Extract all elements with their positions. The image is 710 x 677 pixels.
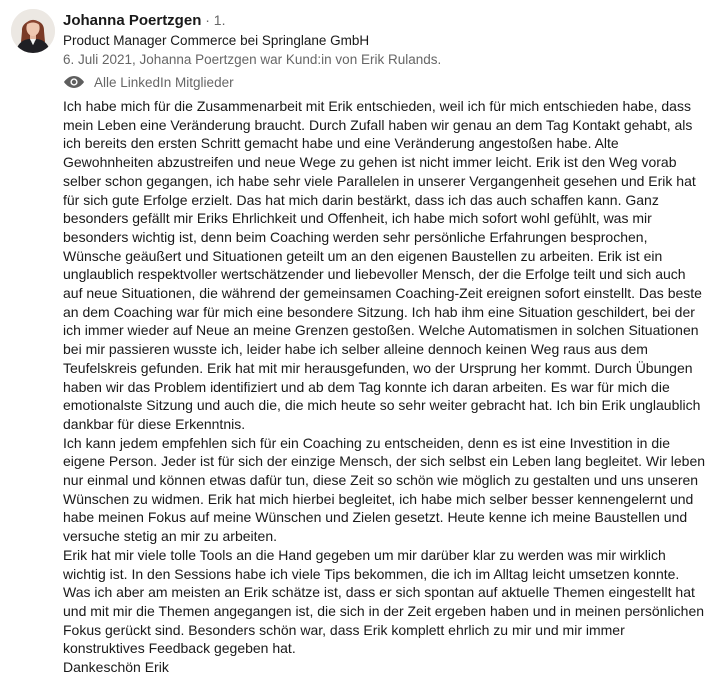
author-headline: Product Manager Commerce bei Springlane GmbH (63, 33, 370, 48)
recommendation-signoff: Dankeschön Erik (63, 659, 169, 676)
visibility-label: Alle LinkedIn Mitglieder (94, 74, 234, 90)
recommendation-header (63, 10, 693, 92)
author-name[interactable]: Johanna Poertzgen (63, 12, 202, 29)
avatar[interactable] (11, 9, 55, 53)
avatar-photo (11, 9, 55, 53)
visibility-row (63, 72, 693, 92)
recommendation-paragraph: Ich habe mich für die Zusammenarbeit mit Erik entschieden, weil ich für mich entschieden habe, dass mein Leben eine Veränderung braucht. Durch Zufall haben wir genau an dem Tag Kontakt gehabt, als ich bereits den ersten Schritt gemacht habe und eine Veränderung angestoßen habe. Alte Gewohnheiten abzustreifen und neue Wege zu gehen ist nicht immer leicht. Erik ist den Weg vorab selber schon gegangen, ich habe sehr viele Parallelen in unserer Vergangenheit gesehen und Erik hat für sich gute Erfolge erzielt. Das hat mich darin bestärkt, dass ich das auch schaffen kann. Ganz besonders gefällt mir Eriks Ehrlichkeit und Offenheit, ich habe mich sofort wohl gefühlt, was mir besonders wichtig ist, denn beim Coaching werden sehr persönliche Erfahrungen besprochen, Wünsche geäußert und Situationen geteilt um an den eigenen Baustellen zu arbeiten. Erik ist ein unglaublich respektvoller wertschätzender und liebevoller Mensch, der die Erfolge teilt und sich auch auf neue Situationen, die während der gemeinsamen Coaching-Zeit ereignen sofort einstellt. Das beste an dem Coaching war für mich eine besondere Sitzung. Ich hab ihm eine Situation geschildert, bei der ich immer wieder auf Neue an meine Grenzen gestoßen. Welche Automatismen in solchen Situationen bei mir passieren wusste ich, leider habe ich selber alleine dennoch keinen Weg raus aus dem Teufelskreis gefunden. Erik hat mit mir herausgefunden, wo der Ursprung her kommt. Durch Übungen haben wir das Problem identifiziert und ab dem Tag konnte ich daran arbeiten. Es war für mich die emotionalste Sitzung und auch die, die mich heute so sehr weiter gebracht hat. Ich bin Erik unglaublich dankbar für diese Erkenntnis. (63, 98, 702, 432)
recommendation-date-relation: 6. Juli 2021, Johanna Poertzgen war Kund:in von Erik Rulands. (63, 52, 442, 67)
recommendation-paragraph: Erik hat mir viele tolle Tools an die Hand gegeben um mir darüber klar zu werden was mir wirklich wichtig ist. In den Sessions habe ich viele Tips bekommen, die ich im Alltag leicht umsetzen konnte. Was ich aber am meisten an Erik schätze ist, dass er sich spontan auf aktuelle Themen eingestellt hat und mit mir die Themen angegangen ist, die sich in der Zeit ergeben haben und in meinen persönlichen Fokus gerückt sind. Besonders schön war, dass Erik komplett ehrlich zu mir und mir immer konstruktives Feedback gegeben hat. (63, 546, 705, 657)
eye-icon (63, 74, 85, 90)
name-row (63, 10, 693, 31)
recommendation-paragraph: Ich kann jedem empfehlen sich für ein Coaching zu entscheiden, denn es ist eine Investition in die eigene Person. Jeder ist für sich der einzige Mensch, der sich selbst ein Leben lang begleitet. Wir leben nur einmal und können etwas dafür tun, diese Zeit so schön wie möglich zu gestalten und uns unseren Wünschen zu widmen. Erik hat mich hierbei begleitet, ich habe mich selber besser kennengelernt und habe meinen Fokus auf meine Wünschen und Zielen gesetzt. Heute kenne ich meine Baustellen und versuche stetig an mir zu arbeiten. (63, 434, 706, 545)
connection-degree: · 1. (201, 12, 226, 28)
recommendation-text (63, 97, 708, 677)
